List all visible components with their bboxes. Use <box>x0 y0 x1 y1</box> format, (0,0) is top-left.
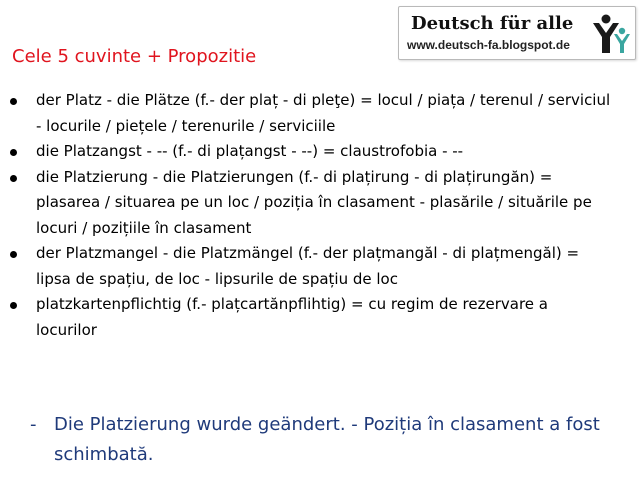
bullet-icon <box>10 175 17 182</box>
example-text: Die Platzierung wurde geändert. - Poziția în clasament a fost schimbată. <box>54 414 600 465</box>
example-dash: - <box>30 414 37 435</box>
list-item <box>0 139 640 165</box>
bullet-icon <box>10 98 17 105</box>
bullet-icon <box>10 149 17 156</box>
blog-logo[interactable] <box>398 6 636 60</box>
logo-url[interactable]: www.deutsch-fa.blogspot.de <box>407 38 570 52</box>
vocabulary-list <box>0 88 640 343</box>
entry-text: die Platzierung - die Platzierungen (f.- di plațirung - di plațirungăn) = plasarea / situarea pe un loc / poziția în clasament - plasările / situările pe locuri / pozițiile în clasament <box>36 167 592 237</box>
entry-text: platzkartenpflichtig (f.- plațcartănpflihtig) = cu regim de rezervare a locurilor <box>36 295 548 339</box>
bullet-icon <box>10 302 17 309</box>
list-item <box>0 88 640 139</box>
logo-title: Deutsch für alle <box>411 13 574 34</box>
entry-text: die Platzangst - -- (f.- di plațangst - --) = claustrofobia - -- <box>36 142 464 160</box>
entry-text: der Platz - die Plätze (f.- der plaț - di pleţe) = locul / piața / terenul / serviciul - locurile / piețele / terenurile / serviciile <box>36 91 611 135</box>
example-sentence <box>30 410 630 470</box>
list-item <box>0 292 640 343</box>
people-icon <box>589 13 631 55</box>
page-title: Cele 5 cuvinte + Propozitie <box>12 46 257 67</box>
list-item <box>0 241 640 292</box>
bullet-icon <box>10 251 17 258</box>
list-item <box>0 165 640 242</box>
entry-text: der Platzmangel - die Platzmängel (f.- der plațmangăl - di plațmengăl) = lipsa de spațiu, de loc - lipsurile de spațiu de loc <box>36 244 580 288</box>
